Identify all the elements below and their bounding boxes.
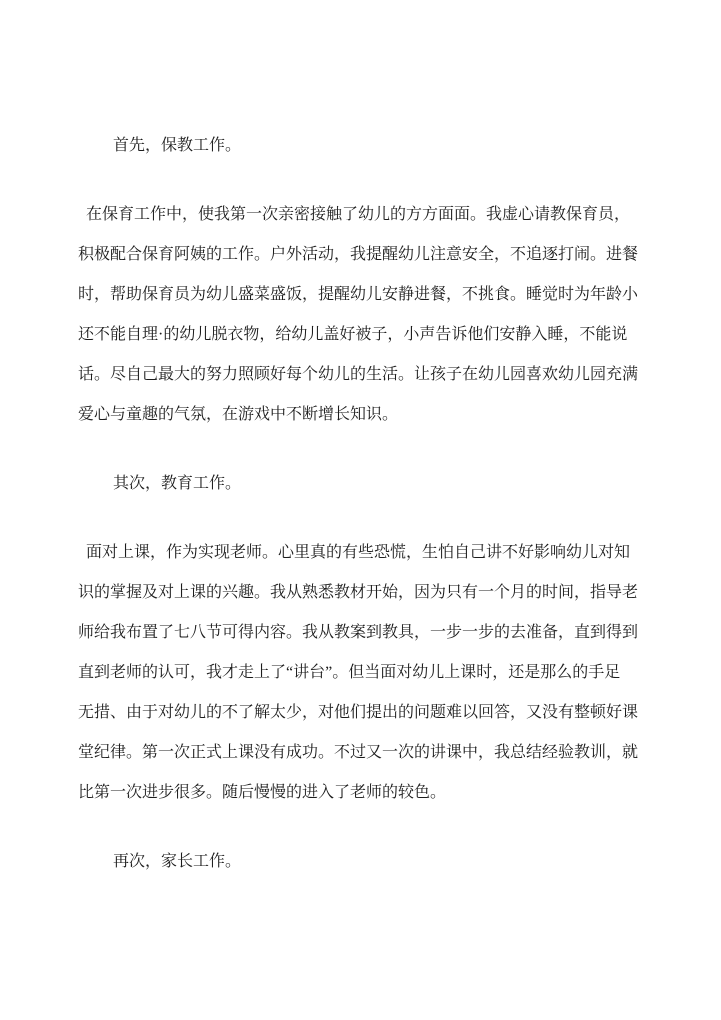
heading-text: 首先，保教工作。 — [113, 137, 242, 154]
paragraph-line: 直到老师的认可，我才走上了“讲台”。但当面对幼儿上课时，还是那么的手足 — [78, 664, 621, 681]
paragraph-line: 话。尽自己最大的努力照顾好每个幼儿的生活。让孩子在幼儿园喜欢幼儿园充满 — [78, 366, 639, 383]
paragraph-line: 无措、由于对幼儿的不了解太少，对他们提出的问题难以回答，又没有整顿好课 — [78, 704, 639, 721]
paragraph-line: 还不能自理·的幼儿脱衣物，给幼儿盖好被子，小声告诉他们安静入睡，不能说 — [78, 326, 628, 343]
paragraph-line: 比第一次进步很多。随后慢慢的进入了老师的较色。 — [78, 784, 447, 801]
paragraph-line: 识的掌握及对上课的兴趣。我从熟悉教材开始，因为只有一个月的时间，指导老 — [78, 584, 639, 601]
heading-text: 其次，教育工作。 — [113, 475, 242, 492]
document-heading-block — [78, 126, 641, 166]
document-content — [78, 126, 641, 882]
paragraph-line: 爱心与童趣的气氛，在游戏中不断增长知识。 — [78, 406, 399, 423]
paragraph-line: 在保育工作中，使我第一次亲密接触了幼儿的方方面面。我虚心请教保育员， — [86, 206, 631, 223]
document-paragraph-block — [78, 195, 641, 435]
paragraph-line: 面对上课，作为实现老师。心里真的有些恐慌，生怕自己讲不好影响幼儿对知 — [86, 544, 631, 561]
document-paragraph-block — [78, 533, 641, 813]
paragraph-line: 堂纪律。第一次正式上课没有成功。不过又一次的讲课中，我总结经验教训，就 — [78, 744, 639, 761]
paragraph-line: 积极配合保育阿姨的工作。户外活动，我提醒幼儿注意安全，不追逐打闹。进餐 — [78, 246, 639, 263]
document-heading-block — [78, 842, 641, 882]
paragraph-line: 时，帮助保育员为幼儿盛菜盛饭，提醒幼儿安静进餐，不挑食。睡觉时为年龄小 — [78, 286, 639, 303]
heading-text: 再次，家长工作。 — [113, 853, 242, 870]
document-heading-block — [78, 464, 641, 504]
paragraph-line: 师给我布置了七八节可得内容。我从教案到教具，一步一步的去准备，直到得到 — [78, 624, 639, 641]
